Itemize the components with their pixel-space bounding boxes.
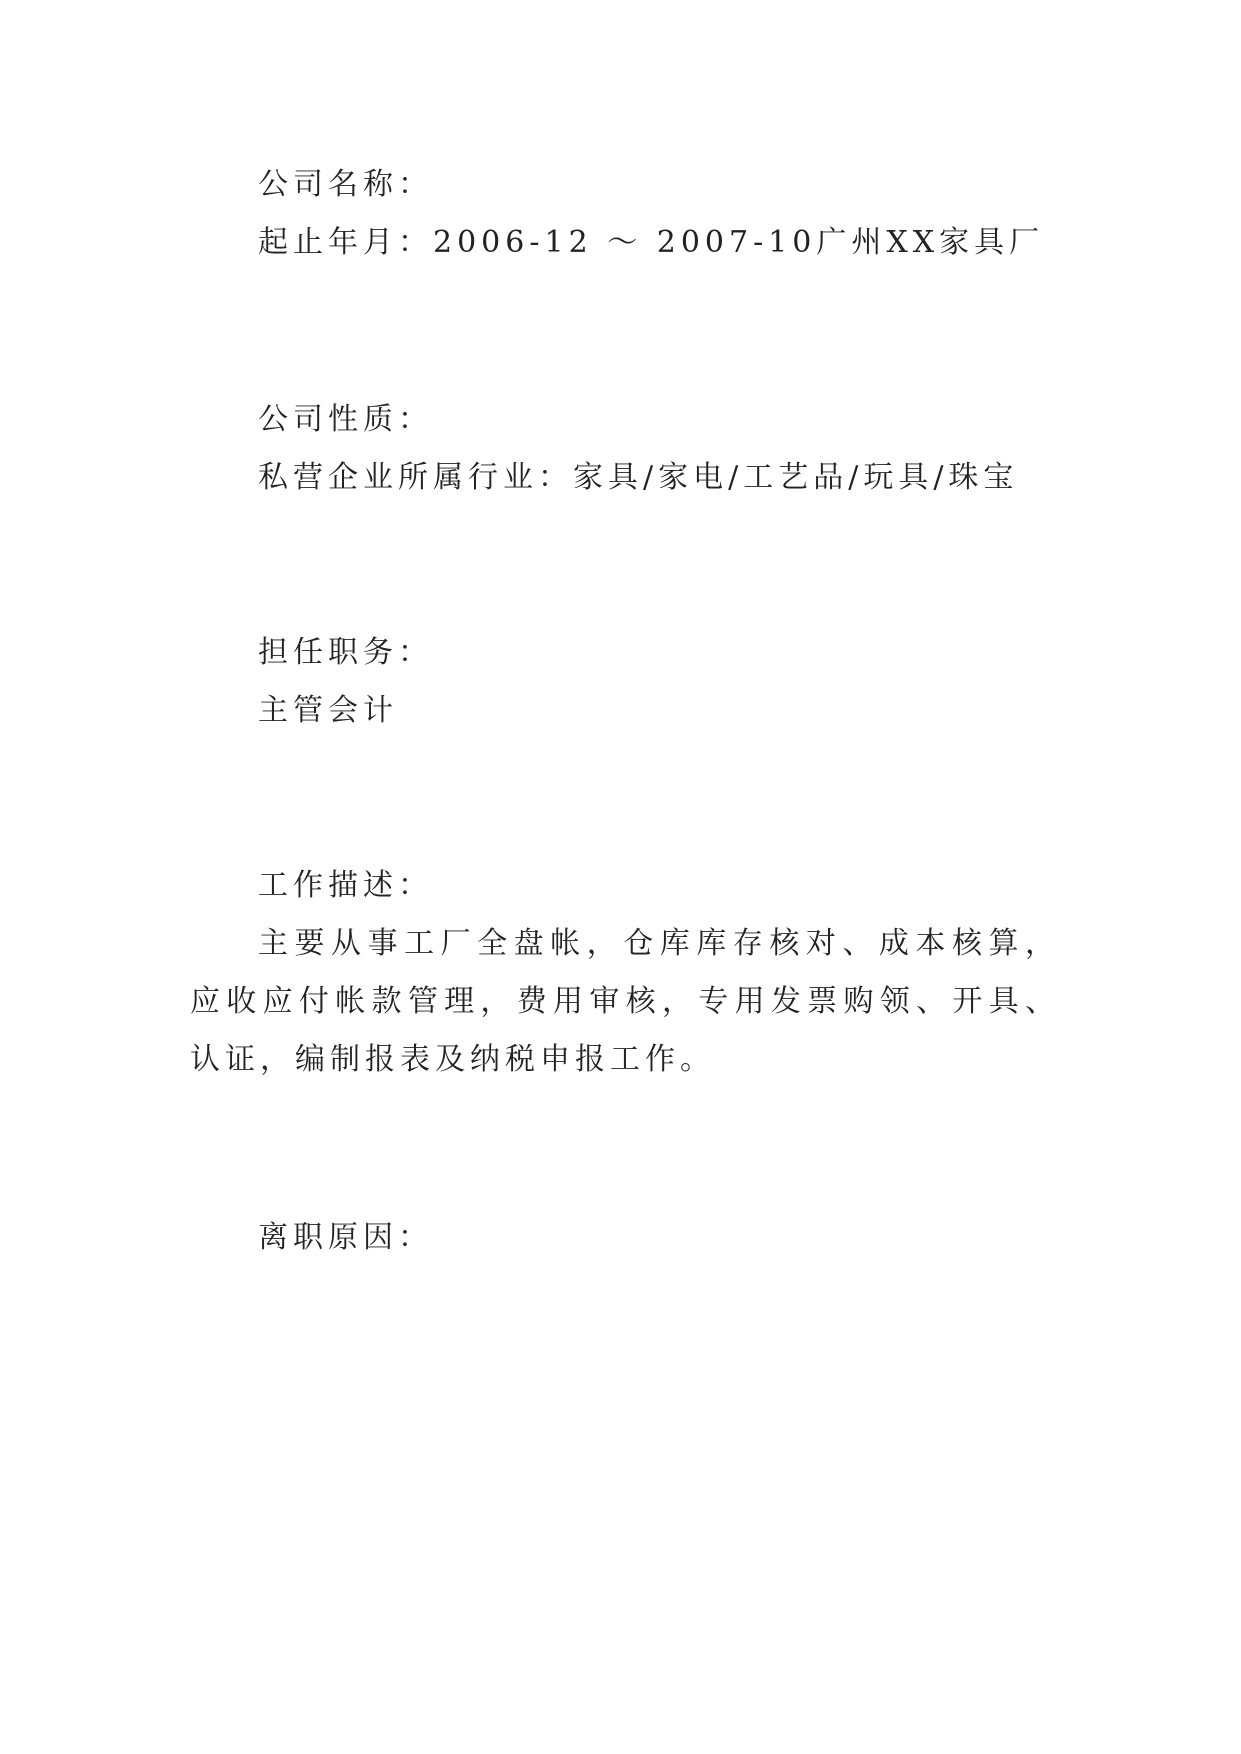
company-period-value: 起止年月：2006-12 ～ 2007-10广州XX家具厂 (258, 225, 1045, 260)
company-type-value: 私营企业所属行业：家具/家电/工艺品/玩具/珠宝 (258, 460, 1019, 495)
position-value: 主管会计 (258, 693, 398, 728)
company-name-label: 公司名称： (258, 167, 433, 202)
description-paragraph: 主要从事工厂全盘帐，仓库库存核对、成本核算，应收应付帐款管理，费用审核，专用发票购领、开具、认证，编制报表及纳税申报工作。 (190, 926, 1060, 1077)
position-label: 担任职务： (258, 635, 433, 670)
description-label: 工作描述： (258, 868, 433, 903)
leave-reason-label: 离职原因： (258, 1220, 433, 1255)
company-type-label: 公司性质： (258, 402, 433, 437)
